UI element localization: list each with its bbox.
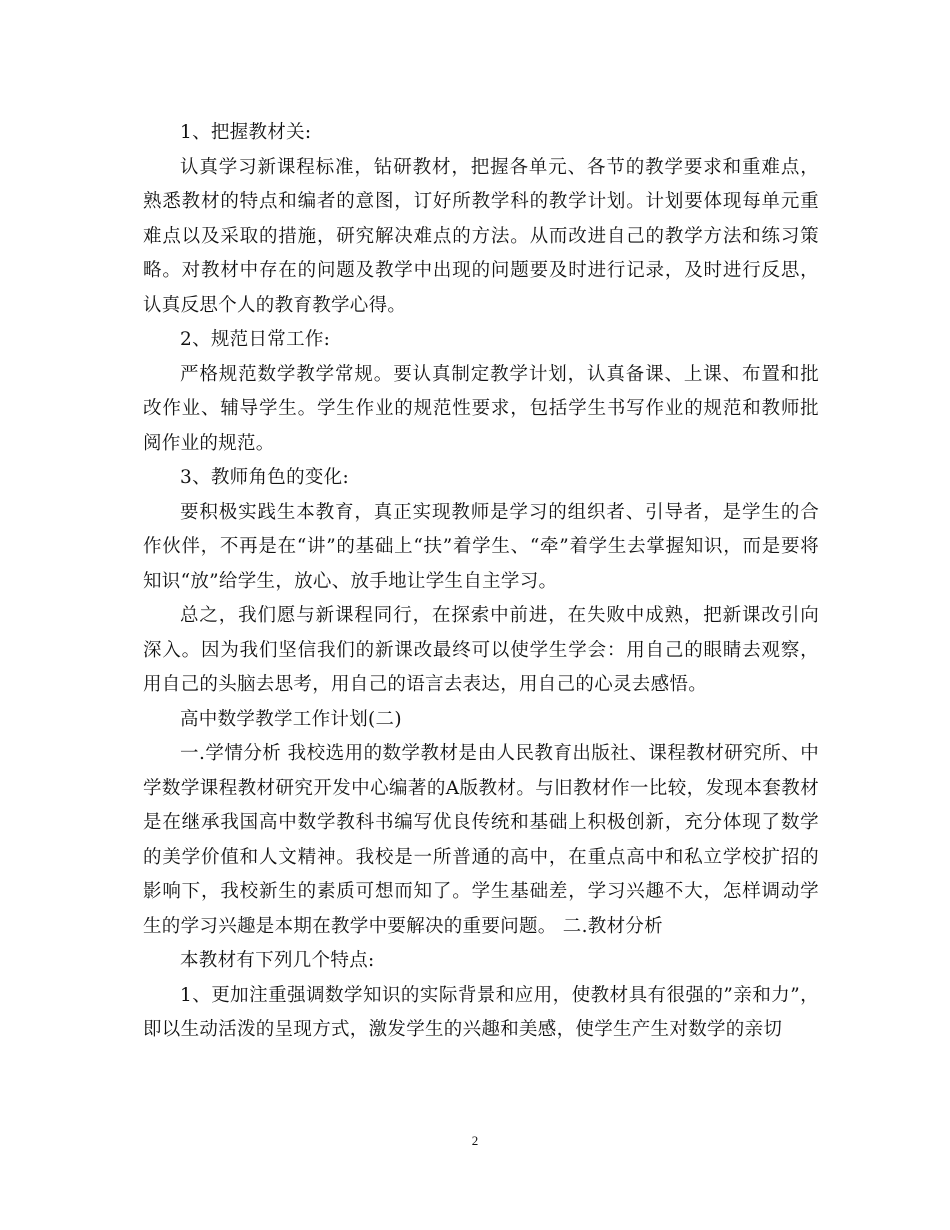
paragraph-features-intro: 本教材有下列几个特点: [180,950,375,971]
paragraph-feature-one: 1、更加注重强调数学知识的实际背景和应用，使教材具有很强的”亲和力”，即以生动活泼的呈现方式，激发学生的兴趣和美感，使学生产生对数学的亲切 [143,984,819,1040]
paragraph-grasp-textbook: 认真学习新课程标准，钻研教材，把握各单元、各节的教学要求和重难点，熟悉教材的特点和编者的意图，订好所教学科的教学计划。计划要体现每单元重难点以及采取的措施，研究解决难点的方法。从而改进自己的教学方法和练习策略。对教材中存在的问题及教学中出现的问题要及时进行记录，及时进行反思，认真反思个人的教育教学心得。 [143,156,819,316]
paragraph-teacher-role: 要积极实践生本教育，真正实现教师是学习的组织者、引导者，是学生的合作伙伴，不再是在“讲”的基础上“扶”着学生、“牵”着学生去掌握知识，而是要将知识“放”给学生，放心、放手地让学生自主学习。 [143,501,819,592]
paragraph-learning-analysis: 一.学情分析 我校选用的数学教材是由人民教育出版社、课程教材研究所、中学数学课程教材研究开发中心编著的A版教材。与旧教材作一比较，发现本套教材是在继承我国高中数学教科书编写优良传统和基础上积极创新，充分体现了数学的美学价值和人文精神。我校是一所普通的高中，在重点高中和私立学校扩招的影响下，我校新生的素质可想而知了。学生基础差，学习兴趣不大，怎样调动学生的学习兴趣是本期在教学中要解决的重要问题。 二.教材分析 [143,743,819,937]
section-title-plan-two: 高中数学教学工作计划(二) [180,708,402,730]
heading-grasp-textbook: 1、把握教材关: [180,122,312,143]
paragraph-summary: 总之，我们愿与新课程同行，在探索中前进，在失败中成熟，把新课改引向深入。因为我们坚信我们的新课改最终可以使学生学会：用自己的眼睛去观察，用自己的头脑去思考，用自己的语言去表达，用自己的心灵去感悟。 [143,605,819,695]
page-number: 2 [471,1133,479,1148]
heading-teacher-role: 3、教师角色的变化: [180,467,350,488]
paragraph-daily-work: 严格规范数学教学常规。要认真制定教学计划，认真备课、上课、布置和批改作业、辅导学生。学生作业的规范性要求，包括学生书写作业的规范和教师批阅作业的规范。 [143,363,819,454]
document-body [143,116,819,1048]
heading-daily-work: 2、规范日常工作: [180,329,331,350]
